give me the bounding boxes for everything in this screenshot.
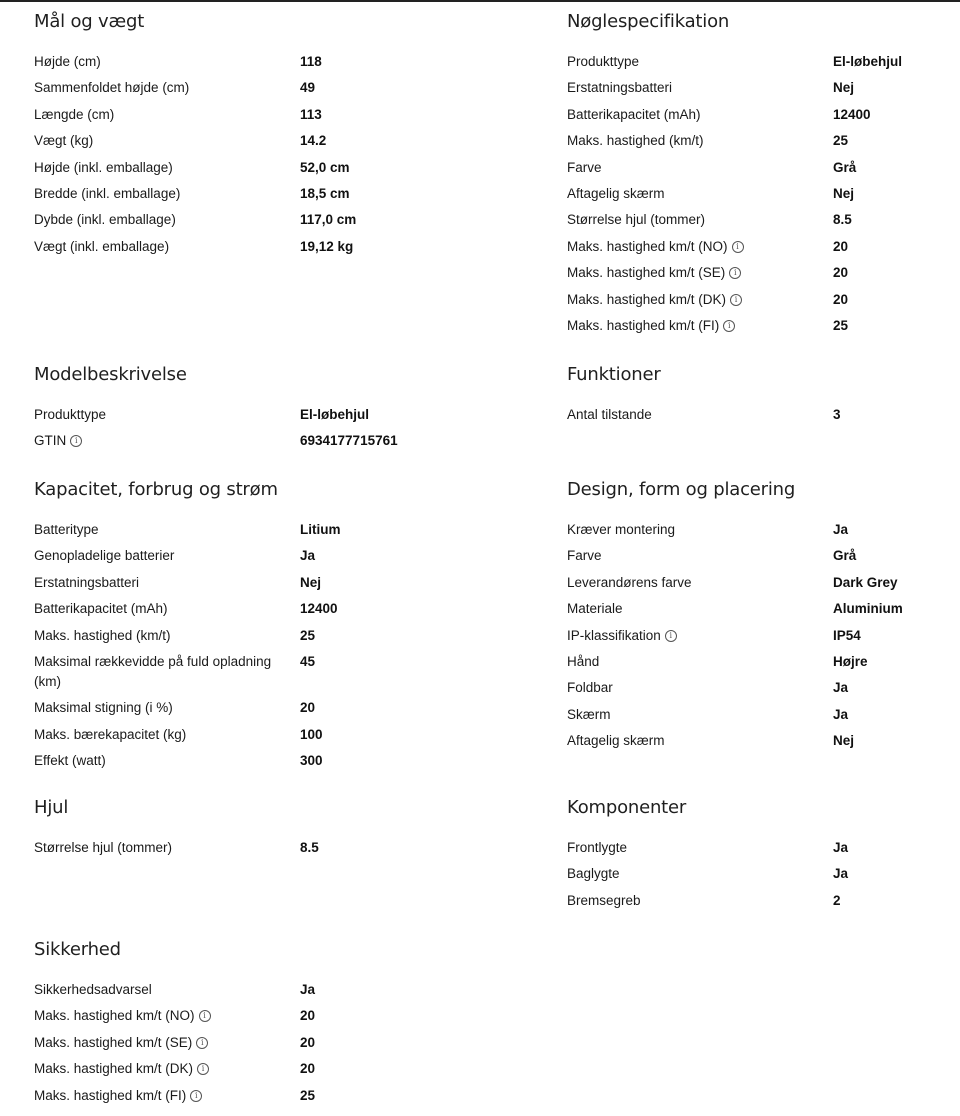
spec-row: Erstatningsbatteri Nej — [567, 80, 855, 96]
spec-row: Batterikapacitet (mAh) 12400 — [567, 106, 871, 122]
spec-row: Aftagelig skærm Nej — [567, 733, 855, 749]
spec-row: Vægt (inkl. emballage) 19,12 kg — [34, 238, 354, 254]
info-circle-icon[interactable]: i — [190, 1090, 202, 1102]
info-circle-icon[interactable]: i — [732, 241, 744, 253]
spec-row: Skærm Ja — [567, 706, 849, 722]
spec-row: Erstatningsbatteri Nej — [34, 574, 322, 590]
section-maal-og-vaegt — [34, 10, 454, 263]
info-circle-icon[interactable]: i — [199, 1010, 211, 1022]
info-circle-icon[interactable]: i — [70, 435, 82, 447]
spec-row: GTIN i 6934177715761 — [34, 433, 398, 449]
spec-row: Leverandørens farve Dark Grey — [567, 574, 898, 590]
section-noeglespecifikation — [567, 10, 957, 342]
spec-row: Dybde (inkl. emballage) 117,0 cm — [34, 212, 357, 228]
spec-row: Farve Grå — [567, 159, 857, 175]
spec-row: Maksimal rækkevidde på fuld opladning (km) 45 — [34, 653, 316, 689]
section-title: Kapacitet, forbrug og strøm — [34, 479, 278, 500]
spec-row: Maks. hastighed km/t (FI) i 25 — [567, 317, 849, 333]
spec-row: Vægt (kg) 14.2 — [34, 133, 327, 149]
section-hjul — [34, 796, 454, 864]
section-design — [567, 478, 957, 758]
section-title: Nøglespecifikation — [567, 11, 730, 32]
spec-row: Materiale Aluminium — [567, 601, 903, 617]
spec-row: Batteritype Litium — [34, 522, 341, 537]
spec-row: Bremsegreb 2 — [567, 892, 841, 908]
spec-row: Maks. hastighed km/t (FI) i 25 — [34, 1087, 316, 1103]
spec-row: Maks. bærekapacitet (kg) 100 — [34, 726, 323, 742]
section-title: Sikkerhed — [34, 939, 121, 960]
spec-row: IP-klassifikation i IP54 — [567, 627, 861, 643]
spec-row: Batterikapacitet (mAh) 12400 — [34, 601, 338, 617]
spec-row: Størrelse hjul (tommer) 8.5 — [567, 212, 852, 228]
spec-row: Produkttype El-løbehjul — [34, 407, 369, 422]
section-sikkerhed — [34, 938, 454, 1112]
spec-row: Maks. hastighed km/t (DK) i 20 — [34, 1061, 316, 1077]
spec-row: Kræver montering Ja — [567, 522, 849, 537]
spec-row: Maks. hastighed km/t (SE) i 20 — [567, 265, 849, 281]
section-title: Hjul — [34, 797, 69, 818]
spec-row: Sikkerhedsadvarsel Ja — [34, 982, 316, 997]
spec-row: Aftagelig skærm Nej — [567, 185, 855, 201]
spec-row: Hånd Højre — [567, 653, 868, 669]
spec-row: Genopladelige batterier Ja — [34, 548, 316, 564]
spec-row: Baglygte Ja — [567, 866, 849, 882]
spec-row: Frontlygte Ja — [567, 840, 849, 855]
spec-row: Maksimal stigning (i %) 20 — [34, 700, 316, 716]
spec-row: Antal tilstande 3 — [567, 407, 841, 422]
section-title: Modelbeskrivelse — [34, 364, 187, 385]
section-title: Komponenter — [567, 797, 687, 818]
info-circle-icon[interactable]: i — [196, 1037, 208, 1049]
spec-row: Størrelse hjul (tommer) 8.5 — [34, 840, 319, 855]
section-funktioner — [567, 363, 957, 431]
spec-row: Maks. hastighed km/t (NO) i 20 — [34, 1008, 316, 1024]
spec-row: Sammenfoldet højde (cm) 49 — [34, 80, 316, 96]
spec-row: Bredde (inkl. emballage) 18,5 cm — [34, 185, 350, 201]
spec-row: Maks. hastighed (km/t) 25 — [34, 627, 316, 643]
info-circle-icon[interactable]: i — [730, 294, 742, 306]
spec-row: Produkttype El-løbehjul — [567, 54, 902, 69]
spec-row: Maks. hastighed km/t (SE) i 20 — [34, 1034, 316, 1050]
section-title: Design, form og placering — [567, 479, 796, 500]
spec-row: Maks. hastighed km/t (DK) i 20 — [567, 291, 849, 307]
section-title: Mål og vægt — [34, 11, 145, 32]
spec-row: Foldbar Ja — [567, 680, 849, 696]
info-circle-icon[interactable]: i — [197, 1063, 209, 1075]
spec-row: Farve Grå — [567, 548, 857, 564]
spec-row: Maks. hastighed km/t (NO) i 20 — [567, 238, 849, 254]
spec-row: Højde (cm) 118 — [34, 54, 322, 69]
info-circle-icon[interactable]: i — [665, 630, 677, 642]
spec-row: Effekt (watt) 300 — [34, 753, 323, 769]
spec-row: Højde (inkl. emballage) 52,0 cm — [34, 159, 350, 175]
section-kapacitet — [34, 478, 454, 778]
section-komponenter — [567, 796, 957, 917]
spec-row: Maks. hastighed (km/t) 25 — [567, 133, 849, 149]
section-title: Funktioner — [567, 364, 661, 385]
section-modelbeskrivelse — [34, 363, 454, 458]
spec-row: Længde (cm) 113 — [34, 106, 322, 122]
info-circle-icon[interactable]: i — [729, 267, 741, 279]
info-circle-icon[interactable]: i — [723, 320, 735, 332]
